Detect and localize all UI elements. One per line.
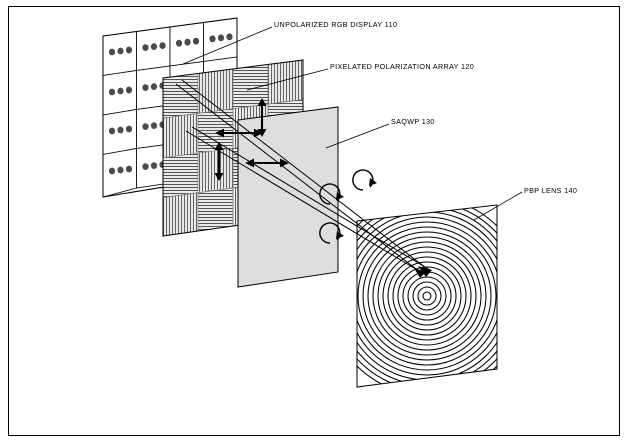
label-pbp-lens: PBP LENS 140 bbox=[524, 186, 578, 195]
label-saqwp: SAQWP 130 bbox=[391, 117, 435, 126]
label-unpolarized-rgb-display: UNPOLARIZED RGB DISPLAY 110 bbox=[274, 20, 398, 29]
label-pixelated-polarization-array: PIXELATED POLARIZATION ARRAY 120 bbox=[330, 62, 475, 71]
